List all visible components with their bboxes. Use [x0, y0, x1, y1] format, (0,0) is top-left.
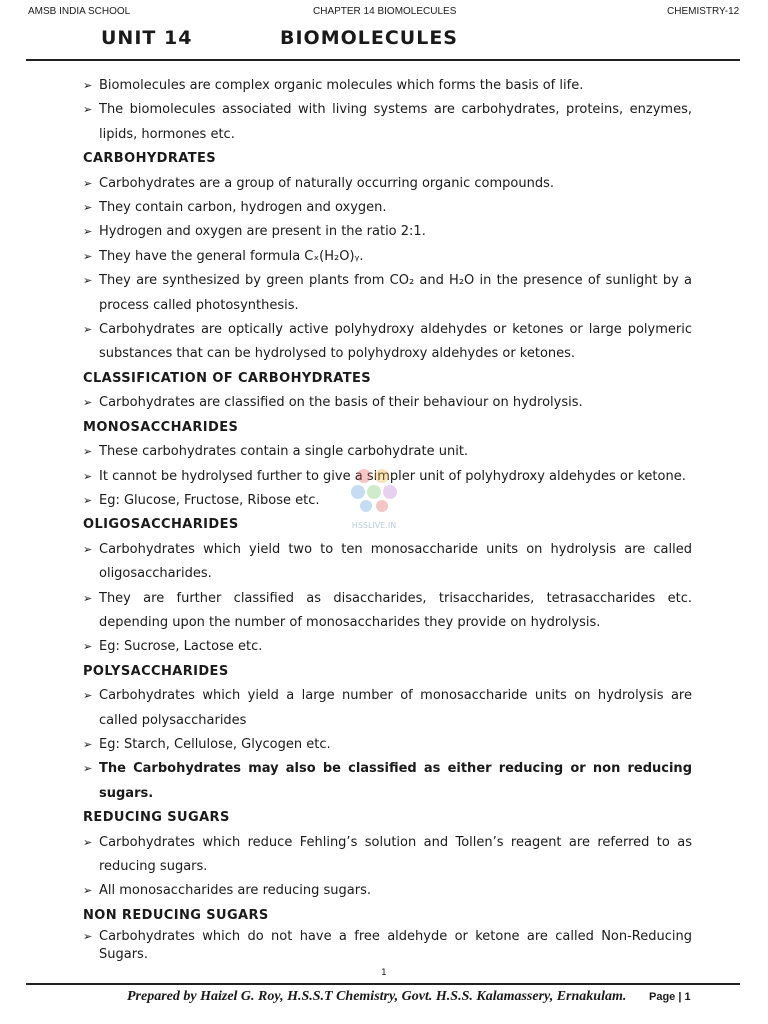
arrow-bullet-icon: ➢ — [83, 591, 93, 605]
page-title: BIOMOLECULES — [280, 27, 458, 49]
arrow-bullet-icon: ➢ — [83, 640, 93, 654]
bullet-item — [83, 587, 692, 636]
bullet-text: Biomolecules are complex organic molecules which forms the basis of life. — [99, 78, 584, 93]
bullet-text: Eg: Sucrose, Lactose etc. — [99, 639, 263, 655]
section-heading: NON REDUCING SUGARS — [83, 907, 269, 923]
bullet-text: All monosaccharides are reducing sugars. — [99, 883, 371, 899]
bullet-item — [83, 196, 692, 220]
arrow-bullet-icon: ➢ — [83, 930, 93, 944]
section-heading: REDUCING SUGARS — [83, 810, 230, 826]
arrow-bullet-icon: ➢ — [83, 396, 93, 410]
arrow-bullet-icon: ➢ — [83, 201, 93, 215]
arrow-bullet-icon: ➢ — [83, 542, 93, 556]
bullet-text: Carbohydrates are a group of naturally occurring organic compounds. — [99, 175, 555, 191]
arrow-bullet-icon: ➢ — [83, 689, 93, 703]
bullet-text: Carbohydrates which yield two to ten monosaccharide units on hydrolysis are called oligosaccharides. — [99, 541, 692, 582]
chapter-label: CHAPTER 14 BIOMOLECULES — [313, 6, 457, 17]
bullet-item — [83, 172, 692, 196]
arrow-bullet-icon: ➢ — [83, 884, 93, 898]
section-heading: POLYSACCHARIDES — [83, 663, 229, 679]
arrow-bullet-icon: ➢ — [83, 79, 93, 92]
header-divider — [26, 59, 740, 61]
bullet-text: They are synthesized by green plants from CO₂ and H₂O in the presence of sunlight by a process called photosynthesis. — [99, 273, 692, 313]
bullet-text: Carbohydrates are optically active polyhydroxy aldehydes or ketones or large polymeric substances that can be hydrolysed to polyhydroxy aldehydes or ketones. — [99, 322, 692, 362]
arrow-bullet-icon: ➢ — [83, 103, 93, 117]
bullet-item — [83, 879, 692, 903]
subject-label: CHEMISTRY-12 — [667, 6, 740, 17]
bullet-text: Carbohydrates which do not have a free aldehyde or ketone are called Non-Reducing Sugars. — [99, 929, 692, 963]
arrow-bullet-icon: ➢ — [83, 445, 93, 459]
arrow-bullet-icon: ➢ — [83, 493, 93, 507]
arrow-bullet-icon: ➢ — [83, 249, 93, 263]
bullet-item — [83, 757, 692, 806]
bullet-item — [83, 928, 692, 964]
arrow-bullet-icon: ➢ — [83, 176, 93, 190]
section-heading: MONOSACCHARIDES — [83, 419, 239, 435]
section-heading: CARBOHYDRATES — [83, 151, 217, 167]
bullet-text: Eg: Starch, Cellulose, Glycogen etc. — [99, 736, 331, 752]
watermark-text: HSSLIVE.IN — [351, 521, 397, 530]
bullet-item — [83, 98, 692, 147]
arrow-bullet-icon: ➢ — [83, 835, 93, 849]
footer-credit: Prepared by Haizel G. Roy, H.S.S.T Chemistry, Govt. H.S.S. Kalamassery, Ernakulam. — [127, 989, 627, 1004]
hsslive-watermark-logo — [344, 462, 404, 534]
bullet-item — [83, 391, 692, 415]
arrow-bullet-icon: ➢ — [83, 737, 93, 751]
arrow-bullet-icon: ➢ — [83, 274, 93, 288]
bullet-item — [83, 220, 692, 244]
bullet-text: These carbohydrates contain a single carbohydrate unit. — [99, 444, 469, 460]
bullet-text: The biomolecules associated with living systems are carbohydrates, proteins, enzymes, lipids, hormones etc. — [99, 102, 692, 142]
bullet-text: They have the general formula Cₓ(H₂O)ᵧ. — [99, 248, 364, 264]
bullet-text: Hydrogen and oxygen are present in the ratio 2:1. — [99, 224, 426, 240]
bullet-item — [83, 538, 692, 587]
bullet-item — [83, 269, 692, 318]
bullet-text: Carbohydrates which reduce Fehling’s solution and Tollen’s reagent are referred to as reducing sugars. — [99, 834, 692, 874]
school-name: AMSB INDIA SCHOOL — [28, 6, 131, 17]
bullet-item — [83, 318, 692, 367]
bullet-text: It cannot be hydrolysed further to give a simpler unit of polyhydroxy aldehydes or ketone. — [99, 468, 686, 484]
bullet-item — [83, 831, 692, 880]
section-heading: OLIGOSACCHARIDES — [83, 517, 239, 533]
bullet-item — [83, 684, 692, 733]
bullet-item — [83, 245, 692, 269]
unit-number: UNIT 14 — [101, 27, 193, 49]
bullet-text: They are further classified as disaccharides, trisaccharides, tetrasaccharides etc. depending upon the number of monosaccharides they provide on hydrolysis. — [99, 590, 692, 630]
arrow-bullet-icon: ➢ — [83, 225, 93, 239]
section-heading: CLASSIFICATION OF CARBOHYDRATES — [83, 370, 372, 386]
bullet-item — [83, 74, 692, 98]
bullet-text: Carbohydrates which yield a large number of monosaccharide units on hydrolysis are called polysaccharides — [99, 688, 692, 728]
footer-divider — [26, 983, 740, 985]
arrow-bullet-icon: ➢ — [83, 469, 93, 483]
bullet-text: They contain carbon, hydrogen and oxygen. — [99, 200, 387, 216]
footer-page-label: Page | 1 — [649, 991, 691, 1003]
arrow-bullet-icon: ➢ — [83, 762, 93, 776]
bullet-item — [83, 733, 692, 757]
page-number: 1 — [381, 968, 387, 978]
bullet-text: Carbohydrates are classified on the basis of their behaviour on hydrolysis. — [99, 395, 583, 411]
arrow-bullet-icon: ➢ — [83, 323, 93, 337]
bullet-text: Eg: Glucose, Fructose, Ribose etc. — [99, 492, 320, 508]
bullet-item — [83, 635, 692, 659]
bullet-text: The Carbohydrates may also be classified as either reducing or non reducing sugars. — [99, 761, 692, 801]
bullet-item — [83, 440, 692, 464]
